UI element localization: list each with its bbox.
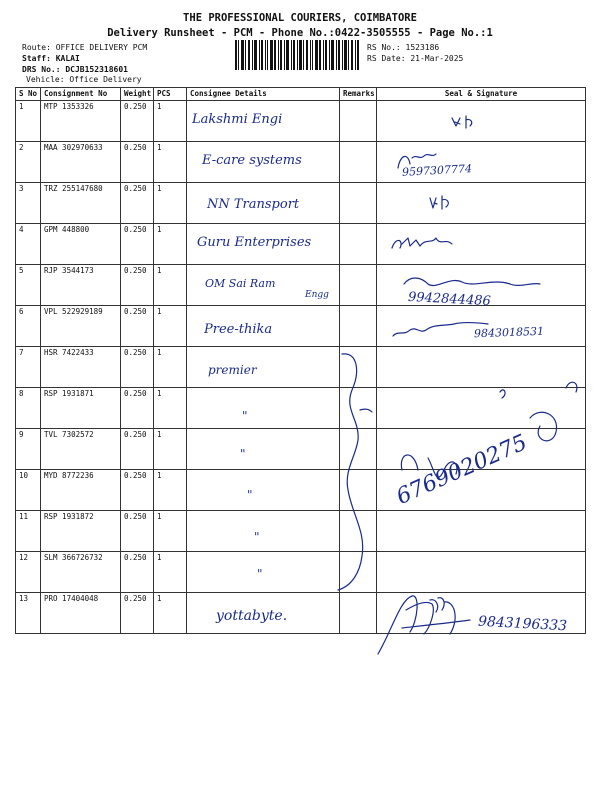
cell-pcs: 1: [154, 142, 187, 183]
handwritten-consignee: Engg: [305, 290, 329, 300]
handwritten-phone: 9597307774: [401, 162, 473, 179]
cell-consignee: [187, 429, 340, 470]
ditto-mark: ": [257, 567, 263, 581]
handwritten-consignee: yottabyte.: [216, 608, 288, 624]
cell-pcs: 1: [154, 470, 187, 511]
cell-remarks: [340, 265, 377, 306]
delivery-table: [15, 87, 586, 634]
table-row: [16, 347, 586, 388]
table-row: [16, 552, 586, 593]
table-row: [16, 388, 586, 429]
handwritten-phone: 9843196333: [477, 613, 568, 635]
cell-signature: [377, 552, 586, 593]
cell-sno: 2: [16, 142, 41, 183]
col-weight: Weight: [121, 88, 154, 101]
cell-weight: 0.250: [121, 142, 154, 183]
cell-remarks: [340, 388, 377, 429]
barcode-icon: [235, 40, 359, 70]
col-sno: S No: [16, 88, 41, 101]
cell-consignee: [187, 511, 340, 552]
table-row: [16, 183, 586, 224]
cell-remarks: [340, 306, 377, 347]
handwritten-consignee: premier: [208, 363, 257, 377]
cell-weight: 0.250: [121, 306, 154, 347]
drs-label: DRS No.: DCJB152318601: [22, 65, 128, 74]
vehicle-label: Vehicle: Office Delivery: [26, 75, 142, 84]
cell-remarks: [340, 552, 377, 593]
cell-pcs: 1: [154, 511, 187, 552]
handwritten-consignee: Pree-thika: [204, 322, 273, 337]
cell-weight: 0.250: [121, 388, 154, 429]
cell-signature: [377, 511, 586, 552]
cell-consignment: RJP 3544173: [41, 265, 121, 306]
cell-consignment: PRO 17404048: [41, 593, 121, 634]
cell-pcs: 1: [154, 388, 187, 429]
cell-sno: 10: [16, 470, 41, 511]
handwritten-consignee: OM Sai Ram: [205, 277, 276, 290]
company-title: THE PROFESSIONAL COURIERS, COIMBATORE: [183, 12, 417, 24]
cell-weight: 0.250: [121, 552, 154, 593]
cell-weight: 0.250: [121, 224, 154, 265]
cell-sno: 5: [16, 265, 41, 306]
cell-remarks: [340, 142, 377, 183]
cell-remarks: [340, 101, 377, 142]
col-consignee: Consignee Details: [187, 88, 340, 101]
cell-pcs: 1: [154, 347, 187, 388]
cell-weight: 0.250: [121, 511, 154, 552]
cell-consignee: [187, 388, 340, 429]
table-row: [16, 470, 586, 511]
cell-weight: 0.250: [121, 183, 154, 224]
cell-remarks: [340, 183, 377, 224]
handwritten-consignee: NN Transport: [207, 197, 300, 212]
handwritten-phone: 6769020275: [392, 430, 531, 510]
cell-consignment: RSP 1931872: [41, 511, 121, 552]
col-remarks: Remarks: [340, 88, 377, 101]
cell-signature: [377, 183, 586, 224]
cell-signature: [377, 101, 586, 142]
cell-consignment: TVL 7302572: [41, 429, 121, 470]
cell-weight: 0.250: [121, 429, 154, 470]
cell-remarks: [340, 347, 377, 388]
cell-consignee: [187, 552, 340, 593]
cell-sno: 7: [16, 347, 41, 388]
cell-sno: 12: [16, 552, 41, 593]
handwritten-consignee: Guru Enterprises: [197, 235, 312, 250]
cell-pcs: 1: [154, 101, 187, 142]
table-header-row: [16, 88, 586, 101]
cell-sno: 4: [16, 224, 41, 265]
ditto-mark: ": [254, 530, 260, 544]
cell-pcs: 1: [154, 265, 187, 306]
ditto-mark: ": [240, 447, 246, 461]
cell-pcs: 1: [154, 593, 187, 634]
cell-weight: 0.250: [121, 101, 154, 142]
cell-sno: 6: [16, 306, 41, 347]
table-row: [16, 101, 586, 142]
route-label: Route: OFFICE DELIVERY PCM: [22, 43, 148, 52]
cell-sno: 3: [16, 183, 41, 224]
cell-weight: 0.250: [121, 347, 154, 388]
cell-pcs: 1: [154, 552, 187, 593]
rs-no-label: RS No.: 1523186: [367, 43, 440, 52]
ditto-mark: ": [247, 488, 253, 502]
cell-signature: [377, 388, 586, 429]
cell-consignment: VPL 522929189: [41, 306, 121, 347]
cell-remarks: [340, 593, 377, 634]
cell-consignment: MTP 1353326: [41, 101, 121, 142]
cell-weight: 0.250: [121, 265, 154, 306]
staff-label: Staff: KALAI: [22, 54, 80, 63]
cell-pcs: 1: [154, 224, 187, 265]
cell-weight: 0.250: [121, 593, 154, 634]
cell-sno: 9: [16, 429, 41, 470]
cell-sno: 13: [16, 593, 41, 634]
col-consignment: Consignment No: [41, 88, 121, 101]
ditto-mark: ": [242, 409, 248, 423]
cell-pcs: 1: [154, 183, 187, 224]
cell-remarks: [340, 470, 377, 511]
handwritten-consignee: Lakshmi Engi: [192, 112, 283, 127]
handwritten-phone: 9843018531: [473, 324, 545, 341]
cell-sno: 8: [16, 388, 41, 429]
cell-remarks: [340, 511, 377, 552]
cell-signature: [377, 347, 586, 388]
cell-consignment: MYD 8772236: [41, 470, 121, 511]
cell-consignment: RSP 1931871: [41, 388, 121, 429]
cell-consignment: TRZ 255147680: [41, 183, 121, 224]
cell-sno: 1: [16, 101, 41, 142]
cell-weight: 0.250: [121, 470, 154, 511]
cell-pcs: 1: [154, 429, 187, 470]
cell-consignment: MAA 302970633: [41, 142, 121, 183]
cell-consignment: HSR 7422433: [41, 347, 121, 388]
cell-remarks: [340, 429, 377, 470]
table-row: [16, 511, 586, 552]
cell-remarks: [340, 224, 377, 265]
handwritten-consignee: E-care systems: [202, 153, 302, 168]
cell-signature: [377, 224, 586, 265]
rs-date-label: RS Date: 21-Mar-2025: [367, 54, 464, 63]
cell-consignee: [187, 470, 340, 511]
col-pcs: PCS: [154, 88, 187, 101]
cell-consignment: SLM 366726732: [41, 552, 121, 593]
cell-pcs: 1: [154, 306, 187, 347]
cell-consignment: GPM 448800: [41, 224, 121, 265]
runsheet-title: Delivery Runsheet - PCM - Phone No.:0422-3505555 - Page No.:1: [107, 27, 493, 39]
col-signature: Seal & Signature: [377, 88, 586, 101]
cell-sno: 11: [16, 511, 41, 552]
handwritten-phone: 9942844486: [407, 289, 492, 310]
table-row: [16, 265, 586, 306]
